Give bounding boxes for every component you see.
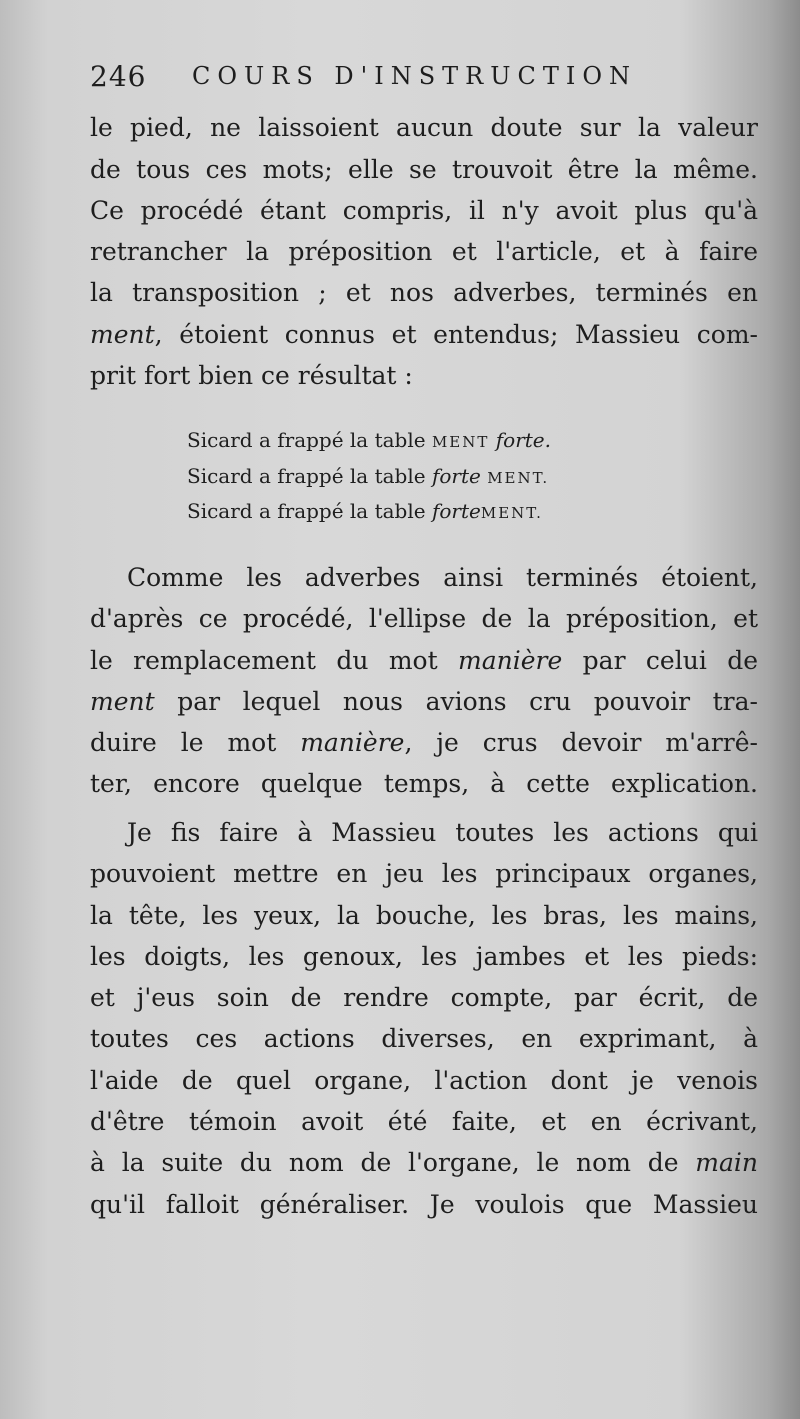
text-line: à la suite du nom de l'organe, le nom de main [90, 1148, 758, 1177]
text-line: la tête, les yeux, la bouche, les bras, les mains, [90, 901, 758, 930]
running-title: COURS D'INSTRUCTION [192, 62, 637, 90]
example-line: Sicard a frappé la table MENT forte. [187, 428, 551, 452]
text-line: toutes ces actions diverses, en exprimant, à [90, 1024, 758, 1053]
example-line: Sicard a frappé la table forteMENT. [187, 499, 543, 523]
text-line: et j'eus soin de rendre compte, par écrit, de [90, 983, 758, 1012]
text-line: Je fis faire à Massieu toutes les actions qui [127, 818, 758, 847]
text-line: d'après ce procédé, l'ellipse de la préposition, et [90, 604, 758, 633]
text-line: qu'il falloit généraliser. Je voulois que Massieu [90, 1190, 758, 1219]
text-line: de tous ces mots; elle se trouvoit être la même. [90, 155, 758, 184]
text-line: ment, étoient connus et entendus; Massieu com- [90, 320, 758, 349]
page-number: 246 [90, 60, 147, 93]
text-line: Comme les adverbes ainsi terminés étoient, [127, 563, 758, 592]
text-line: pouvoient mettre en jeu les principaux organes, [90, 859, 758, 888]
text-line: prit fort bien ce résultat : [90, 361, 413, 390]
text-line: retrancher la préposition et l'article, et à faire [90, 237, 758, 266]
text-line: ter, encore quelque temps, à cette explication. [90, 769, 758, 798]
text-line: ment par lequel nous avions cru pouvoir tra- [90, 687, 758, 716]
text-line: l'aide de quel organe, l'action dont je venois [90, 1066, 758, 1095]
text-line: d'être témoin avoit été faite, et en écrivant, [90, 1107, 758, 1136]
text-line: la transposition ; et nos adverbes, terminés en [90, 278, 758, 307]
text-line: le pied, ne laissoient aucun doute sur la valeur [90, 113, 758, 142]
running-head [90, 60, 690, 100]
text-line: les doigts, les genoux, les jambes et les pieds: [90, 942, 758, 971]
text-line: duire le mot manière, je crus devoir m'arrê- [90, 728, 759, 757]
example-line: Sicard a frappé la table forte MENT. [187, 464, 550, 488]
text-line: le remplacement du mot manière par celui de [90, 646, 758, 675]
text-line: Ce procédé étant compris, il n'y avoit plus qu'à [90, 196, 758, 225]
